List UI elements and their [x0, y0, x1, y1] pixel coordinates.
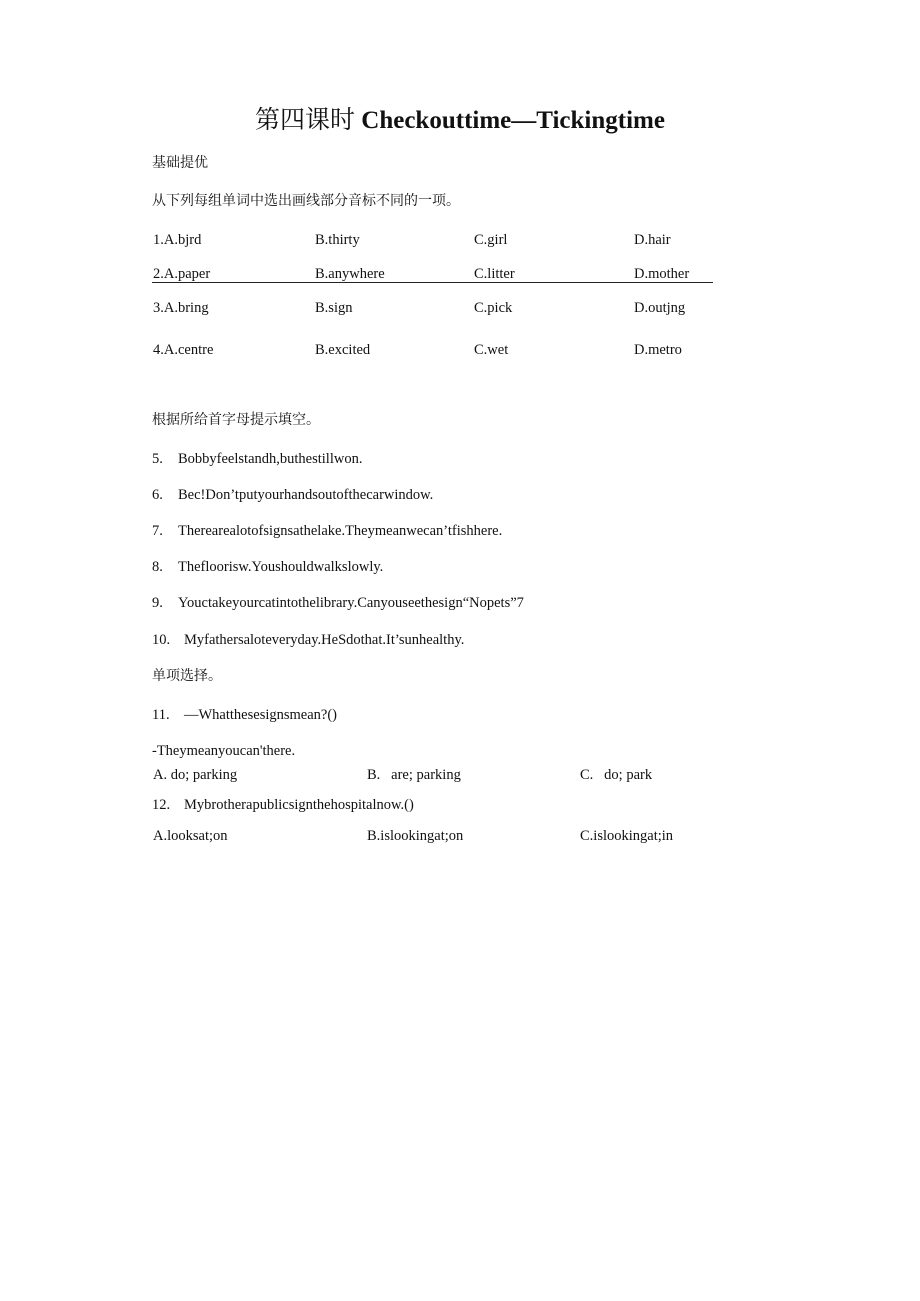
q4-option-c: C.wet	[474, 342, 509, 358]
q2-option-b: B.anywhere	[315, 266, 385, 282]
title-chinese: 第四课时	[255, 105, 356, 134]
q11-option-c: C. do; park	[580, 767, 653, 783]
q12-option-c: C.islookingat;in	[580, 828, 674, 844]
q1-option-c: C.girl	[474, 232, 508, 248]
section3-instruction: 单项选择。	[152, 668, 222, 684]
underline-rule	[152, 282, 713, 283]
question-8	[152, 558, 383, 576]
question-text: Mybrotherapublicsignthehospitalnow.()	[184, 797, 414, 813]
question-number: 10.	[152, 632, 171, 648]
question-number: 5.	[152, 451, 163, 467]
q11-option-a: A. do; parking	[153, 767, 238, 783]
q2-option-c: C.litter	[474, 266, 515, 282]
question-number: 11.	[152, 707, 170, 723]
q3-option-b: B.sign	[315, 300, 353, 316]
section1-instruction: 从下列每组单词中选出画线部分音标不同的一项。	[152, 193, 460, 209]
question-number: 9.	[152, 595, 163, 611]
question-text: Youctakeyourcatintothelibrary.Canyouseethesign“Nopets”7	[178, 595, 524, 611]
question-number: 6.	[152, 487, 163, 503]
question-number: 8.	[152, 559, 163, 575]
q12-option-a: A.looksat;on	[153, 828, 228, 844]
section2-instruction: 根据所给首字母提示填空。	[152, 412, 320, 428]
question-text: Bec!Don’tputyourhandsoutofthecarwindow.	[178, 487, 434, 503]
question-text: Bobbyfeelstandh,buthestillwon.	[178, 451, 363, 467]
question-5	[152, 450, 362, 468]
q1-option-b: B.thirty	[315, 232, 360, 248]
q2-option-d: D.mother	[634, 266, 690, 282]
section-heading: 基础提优	[152, 155, 208, 171]
q12-option-b: B.islookingat;on	[367, 828, 464, 844]
q2-option-a: 2.A.paper	[153, 266, 211, 282]
q4-option-b: B.excited	[315, 342, 371, 358]
q3-option-d: D.outjng	[634, 300, 686, 316]
q4-option-a: 4.A.centre	[153, 342, 214, 358]
q3-option-c: C.pick	[474, 300, 513, 316]
title-english: Checkouttime—Tickingtime	[361, 107, 665, 134]
question-11	[152, 706, 337, 724]
question-10	[152, 631, 464, 649]
question-11-reply: -Theymeanyoucan'there.	[152, 743, 296, 759]
question-6	[152, 486, 433, 504]
question-text: Myfathersaloteveryday.HeSdothat.It’sunhealthy.	[184, 632, 465, 648]
page-title	[0, 104, 920, 137]
question-number: 12.	[152, 797, 171, 813]
question-text: Therearealotofsignsathelake.Theymeanwecan’tfishhere.	[178, 523, 503, 539]
question-12	[152, 796, 414, 814]
question-text: Thefloorisw.Youshouldwalkslowly.	[178, 559, 384, 575]
question-number: 7.	[152, 523, 163, 539]
q4-option-d: D.metro	[634, 342, 682, 358]
q11-option-b: B. are; parking	[367, 767, 461, 783]
q1-option-a: 1.A.bjrd	[153, 232, 202, 248]
q3-option-a: 3.A.bring	[153, 300, 209, 316]
question-text: —Whatthesesignsmean?()	[184, 707, 338, 723]
q1-option-d: D.hair	[634, 232, 671, 248]
question-9	[152, 594, 524, 612]
question-7	[152, 522, 502, 540]
